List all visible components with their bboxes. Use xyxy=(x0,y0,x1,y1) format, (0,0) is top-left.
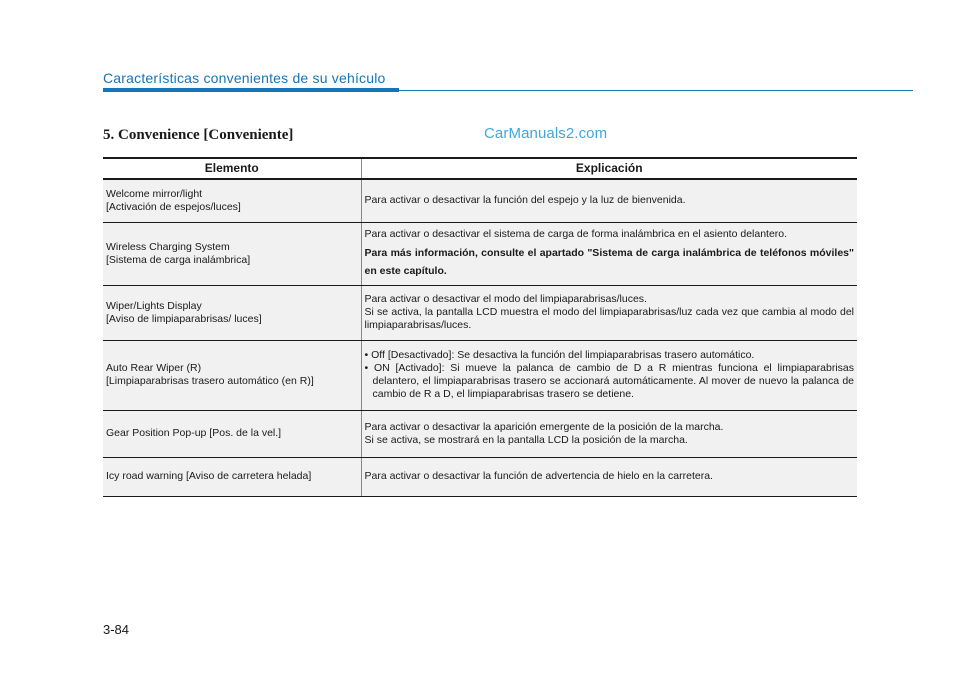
page-number: 3-84 xyxy=(103,622,130,637)
element-name: Gear Position Pop-up [Pos. de la vel.] xyxy=(106,427,282,439)
table-header-row xyxy=(103,158,857,179)
element-cell xyxy=(103,457,361,496)
table-row xyxy=(103,410,857,457)
chapter-rule-thin xyxy=(399,90,913,91)
explanation-text: Para activar o desactivar el modo del limpiaparabrisas/luces. xyxy=(364,293,647,305)
element-name-translation: [Activación de espejos/luces] xyxy=(106,200,241,213)
explanation-cell xyxy=(361,179,857,222)
element-name-translation: [Sistema de carga inalámbrica] xyxy=(106,253,251,266)
element-name-translation: [Limpiaparabrisas trasero automático (en R)] xyxy=(106,375,314,387)
explanation-cell xyxy=(361,410,857,457)
table-row xyxy=(103,285,857,340)
convenience-table xyxy=(103,157,857,497)
explanation-text: Si se activa, la pantalla LCD muestra el modo del limpiaparabrisas/luz cada vez que cambia al modo del limpiaparabrisas/luces. xyxy=(364,306,854,331)
explanation-text: Para activar o desactivar la función de advertencia de hielo en la carretera. xyxy=(364,470,713,482)
table-row xyxy=(103,457,857,496)
table-row xyxy=(103,222,857,285)
element-name: Wireless Charging System xyxy=(106,240,230,253)
element-name: Welcome mirror/light xyxy=(106,187,203,200)
explanation-text: Para activar o desactivar el sistema de carga de forma inalámbrica en el asiento delantero. xyxy=(364,227,788,240)
column-header-explanation: Explicación xyxy=(361,158,857,179)
bullet-item: • Off [Desactivado]: Se desactiva la función del limpiaparabrisas trasero automático. xyxy=(364,349,755,361)
element-cell xyxy=(103,222,361,285)
table-row xyxy=(103,340,857,410)
element-cell xyxy=(103,179,361,222)
explanation-cell xyxy=(361,457,857,496)
section-title: 5. Convenience [Conveniente] xyxy=(103,127,294,143)
explanation-text: Si se activa, se mostrará en la pantalla LCD la posición de la marcha. xyxy=(364,433,688,446)
explanation-text: Para activar o desactivar la aparición emergente de la posición de la marcha. xyxy=(364,420,724,433)
element-cell xyxy=(103,285,361,340)
explanation-text: Para activar o desactivar la función del espejo y la luz de bienvenida. xyxy=(364,194,686,207)
element-cell xyxy=(103,410,361,457)
element-name: Icy road warning [Aviso de carretera helada] xyxy=(106,470,312,482)
column-header-element: Elemento xyxy=(103,158,361,179)
explanation-cell xyxy=(361,285,857,340)
explanation-cell xyxy=(361,340,857,410)
table-row xyxy=(103,179,857,222)
explanation-cell xyxy=(361,222,857,285)
watermark: CarManuals2.com xyxy=(484,125,608,142)
chapter-title: Características convenientes de su vehículo xyxy=(103,70,386,86)
element-name-translation: [Aviso de limpiaparabrisas/ luces] xyxy=(106,312,262,325)
bullet-item: • ON [Activado]: Si mueve la palanca de cambio de D a R mientras funciona el limpiaparabrisas delantero, el limpiaparabrisas trasero se accionará automáticamente. Al mover de nuevo la palanca de cambio de R a D, el limpiaparabrisas trasero se detiene. xyxy=(364,362,854,400)
explanation-note: Para más información, consulte el apartado "Sistema de carga inalámbrica de teléfonos móviles" en este capítulo. xyxy=(364,246,854,277)
chapter-rule-thick xyxy=(103,88,399,92)
element-name: Auto Rear Wiper (R) xyxy=(106,362,202,374)
element-name: Wiper/Lights Display xyxy=(106,299,202,312)
element-cell xyxy=(103,340,361,410)
